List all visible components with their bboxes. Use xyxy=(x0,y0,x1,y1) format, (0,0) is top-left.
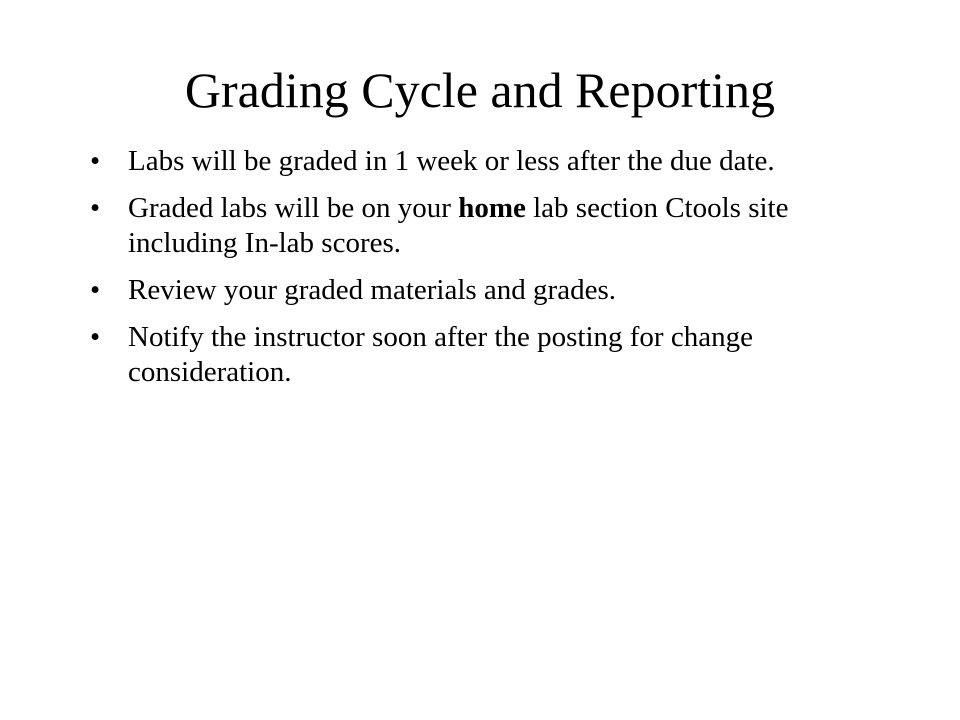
bullet-item xyxy=(88,320,848,390)
slide-title: Grading Cycle and Reporting xyxy=(184,62,776,118)
bullet-icon: • xyxy=(90,274,101,306)
bullet-list xyxy=(88,144,848,402)
bullet-text-before: Graded labs will be on your xyxy=(128,192,459,224)
bullet-icon: • xyxy=(90,321,101,353)
bullet-text-after: lab section Ctools site including In-lab scores. xyxy=(128,192,789,259)
bullet-item xyxy=(88,144,848,179)
bullet-text-bold: home xyxy=(458,192,526,224)
bullet-item xyxy=(88,273,848,308)
bullet-icon: • xyxy=(90,145,101,177)
bullet-text xyxy=(128,192,788,259)
bullet-text: Notify the instructor soon after the posting for change consideration. xyxy=(128,321,753,388)
bullet-icon: • xyxy=(90,192,101,224)
bullet-text: Labs will be graded in 1 week or less after the due date. xyxy=(128,145,775,177)
bullet-text: Review your graded materials and grades. xyxy=(128,274,616,306)
bullet-item xyxy=(88,191,848,261)
